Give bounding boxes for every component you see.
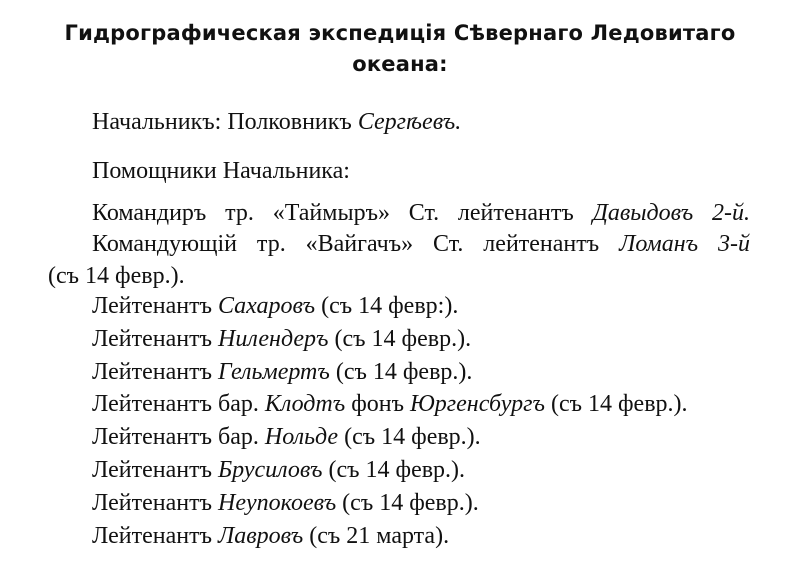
commander-name: Ломанъ 3-й xyxy=(619,231,750,257)
lieutenant-row xyxy=(92,292,458,320)
lieutenant-title: бар. xyxy=(218,424,259,451)
lieutenant-name: Неупокоевъ xyxy=(218,489,337,516)
chief-rank: Полковникъ xyxy=(227,109,352,135)
lieutenant-name: Гельмертъ xyxy=(218,358,330,385)
lieutenant-name: Клодтъ xyxy=(264,391,346,418)
lieutenant-particle: фонъ xyxy=(351,391,404,418)
title-line-2: океана: xyxy=(352,52,448,76)
commander-role: Командующій тр. «Вайгачъ» Ст. лейтенантъ xyxy=(92,231,600,257)
lieutenant-rank: Лейтенантъ xyxy=(92,489,212,516)
assistants-heading: Помощники Начальника: xyxy=(92,158,350,184)
lieutenant-date-note: (съ 14 февр:). xyxy=(321,293,459,319)
lieutenant-rank: Лейтенантъ xyxy=(92,293,212,319)
lieutenant-row xyxy=(92,390,688,418)
lieutenant-rank: Лейтенантъ xyxy=(92,457,212,483)
commander-continuation: (съ 14 февр.). xyxy=(48,263,185,289)
document-title xyxy=(0,18,800,80)
lieutenant-row xyxy=(92,358,472,386)
commander-name: Давыдовъ 2-й. xyxy=(592,200,750,226)
lieutenant-rank: Лейтенантъ xyxy=(92,325,212,352)
lieutenant-name: Лавровъ xyxy=(218,522,304,549)
chief-name: Сергѣевъ. xyxy=(357,109,462,135)
lieutenant-rank: Лейтенантъ xyxy=(92,358,212,385)
lieutenant-date-note: (съ 14 февр.). xyxy=(342,489,479,516)
lieutenant-row xyxy=(92,423,481,451)
lieutenant-rank: Лейтенантъ xyxy=(92,424,212,451)
title-line-1: Гидрографическая экспедиція Сѣвернаго Ледовитаго xyxy=(64,21,736,45)
lieutenant-name: Брусиловъ xyxy=(218,457,323,483)
lieutenant-row xyxy=(92,325,471,353)
lieutenant-name: Нилендеръ xyxy=(218,325,329,352)
lieutenant-rank: Лейтенантъ xyxy=(92,522,212,549)
lieutenant-date-note: (съ 21 марта). xyxy=(309,522,450,549)
lieutenant-rank: Лейтенантъ xyxy=(92,391,212,418)
commander-line-1 xyxy=(92,199,750,227)
lieutenant-date-note: (съ 14 февр.). xyxy=(344,424,481,451)
lieutenant-date-note: (съ 14 февр.). xyxy=(328,457,466,483)
commander-role: Командиръ тр. «Таймыръ» Ст. лейтенантъ xyxy=(92,200,574,226)
lieutenant-row xyxy=(92,522,449,550)
lieutenant-date-note: (съ 14 февр.). xyxy=(550,391,688,418)
lieutenant-date-note: (съ 14 февр.). xyxy=(335,358,473,385)
chief-line xyxy=(92,108,461,136)
commander-line-2 xyxy=(92,230,750,258)
lieutenant-name-2: Юргенсбургъ xyxy=(410,391,545,418)
chief-label: Начальникъ: xyxy=(92,109,222,135)
lieutenant-title: бар. xyxy=(218,391,259,418)
lieutenant-row xyxy=(92,489,479,517)
lieutenant-date-note: (съ 14 февр.). xyxy=(334,325,472,352)
lieutenant-row xyxy=(92,456,465,484)
lieutenant-name: Нольде xyxy=(264,424,339,451)
lieutenant-name: Сахаровъ xyxy=(218,293,316,319)
